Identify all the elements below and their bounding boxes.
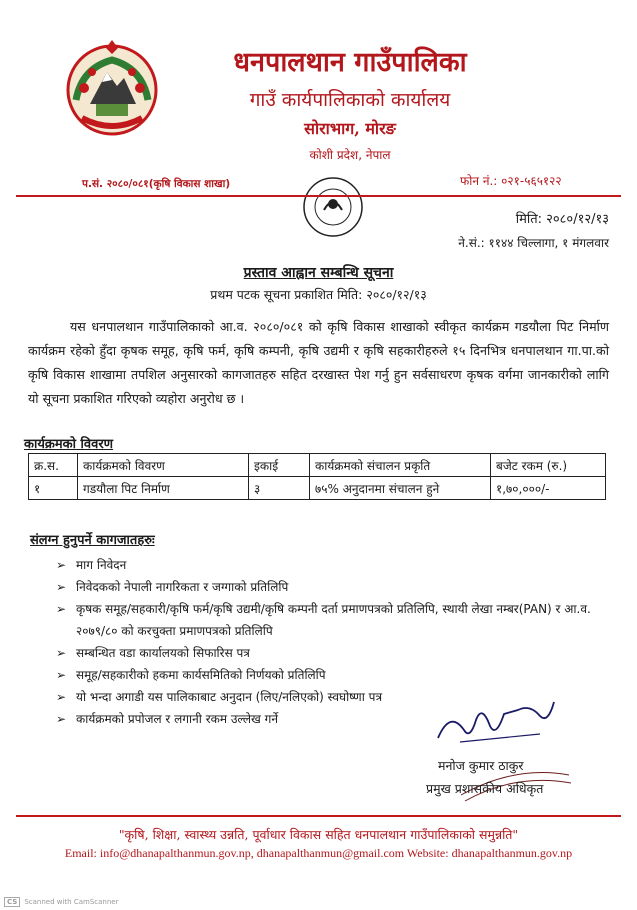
nepal-emblem-icon [62, 38, 162, 138]
header-divider [16, 195, 621, 197]
cell-serial: १ [29, 477, 78, 500]
cell-budget: १,७०,०००/- [491, 477, 606, 500]
list-item: ➢ सम्बन्धित वडा कार्यालयको सिफारिस पत्र [58, 642, 613, 664]
list-item: ➢ माग निवेदन [58, 554, 613, 576]
reference-number: प.सं. २०८०/०८१(कृषि विकास शाखा) [82, 178, 231, 190]
municipality-title: धनपालथान गाउँपालिका [233, 47, 467, 78]
list-item: ➢ कृषक समूह/सहकारी/कृषि फर्म/कृषि उद्यमी/कृषि कम्पनी दर्ता प्रमाणपत्रको प्रतिलिपि, स्थायी लेखा नम्बर(PAN) र आ.व. २०७९/८० को करचुक्ता प्रमाणपत्रको प्रतिलिपि [58, 598, 613, 642]
list-item: ➢ कार्यक्रमको प्रपोजल र लगानी रकम उल्लेख गर्ने [58, 708, 613, 730]
cell-unit: ३ [249, 477, 310, 500]
signatory-post: प्रमुख प्रशासकीय अधिकृत [426, 781, 544, 796]
footer-divider [16, 815, 621, 817]
col-budget: बजेट रकम (रु.) [491, 454, 606, 477]
nepal-sambat-date: ने.सं.: ११४४ चिल्लागा, १ मंगलवार [458, 236, 609, 250]
notice-body: यस धनपालथान गाउँपालिकाको आ.व. २०८०/०८१ को कृषि विकास शाखाको स्वीकृत कार्यक्रम गडयौला पिट निर्माण कार्यक्रम रहेको हुँदा कृषक समूह, कृषि फर्म, कृषि कम्पनी, कृषि उद्यमी र कृषि सहकारीहरुले १५ दिनभित्र धनपालथान गा.पा.को कृषि विकास शाखामा तपशिल अनुसारको कागजातहरु सहित दरखास्त पेश गर्नु हुन सर्वसाधरण कृषक वर्गमा जानकारीको लागि यो सूचना प्रकाशित गरिएको व्यहोरा अनुरोध छ । [28, 319, 609, 406]
list-item: ➢ निवेदकको नेपाली नागरिकता र जग्गाको प्रतिलिपि [58, 576, 613, 598]
col-program: कार्यक्रमको विवरण [78, 454, 249, 477]
col-unit: इकाई [249, 454, 310, 477]
province-name: कोशी प्रदेश, नेपाल [309, 148, 391, 162]
col-operation: कार्यक्रमको संचालन प्रकृति [310, 454, 491, 477]
signatory-name: मनोज कुमार ठाकुर [438, 758, 524, 773]
office-name: गाउँ कार्यपालिकाको कार्यालय [249, 89, 451, 111]
list-item: ➢ यो भन्दा अगाडी यस पालिकाबाट अनुदान (लिए/नलिएको) स्वघोष्णा पत्र [58, 686, 613, 708]
notice-subject: प्रस्ताव आह्वान सम्बन्धि सूचना [243, 265, 394, 281]
cell-program: गडयौला पिट निर्माण [78, 477, 249, 500]
issue-date: मिति: २०८०/१२/१३ [515, 212, 609, 227]
cell-operation: ७५% अनुदानमा संचालन हुने [310, 477, 491, 500]
phone-number: फोन नं.: ०२१-५६५१२२ [460, 174, 562, 188]
table-row [29, 477, 606, 500]
col-serial: क्र.स. [29, 454, 78, 477]
program-table-title: कार्यक्रमको विवरण [24, 437, 114, 452]
office-location: सोराभाग, मोरङ [304, 119, 396, 138]
scanner-text: Scanned with CamScanner [24, 898, 119, 906]
handwritten-signature-icon [430, 690, 560, 750]
footer-motto: "कृषि, शिक्षा, स्वास्थ्य उन्नति, पूर्वाधार विकास सहित धनपालथान गाउँपालिकाको समुन्नति" [118, 827, 519, 842]
documents-title: संलग्न हुनुपर्ने कागजातहरुः [30, 533, 155, 548]
table-header-row [29, 454, 606, 477]
scanner-watermark [4, 897, 118, 907]
publication-date: प्रथम पटक सूचना प्रकाशित मिति: २०८०/१२/१३ [210, 287, 427, 302]
program-table [28, 453, 606, 500]
scanner-badge: CS [4, 897, 20, 907]
footer-contact: Email: info@dhanapalthanmun.gov.np, dhanapalthanmun@gmail.com Website: dhanapalthanmun.gov.np [64, 846, 573, 860]
list-item: ➢ समूह/सहकारीको हकमा कार्यसमितिको निर्णयको प्रतिलिपि [58, 664, 613, 686]
office-seal-icon [300, 174, 366, 240]
